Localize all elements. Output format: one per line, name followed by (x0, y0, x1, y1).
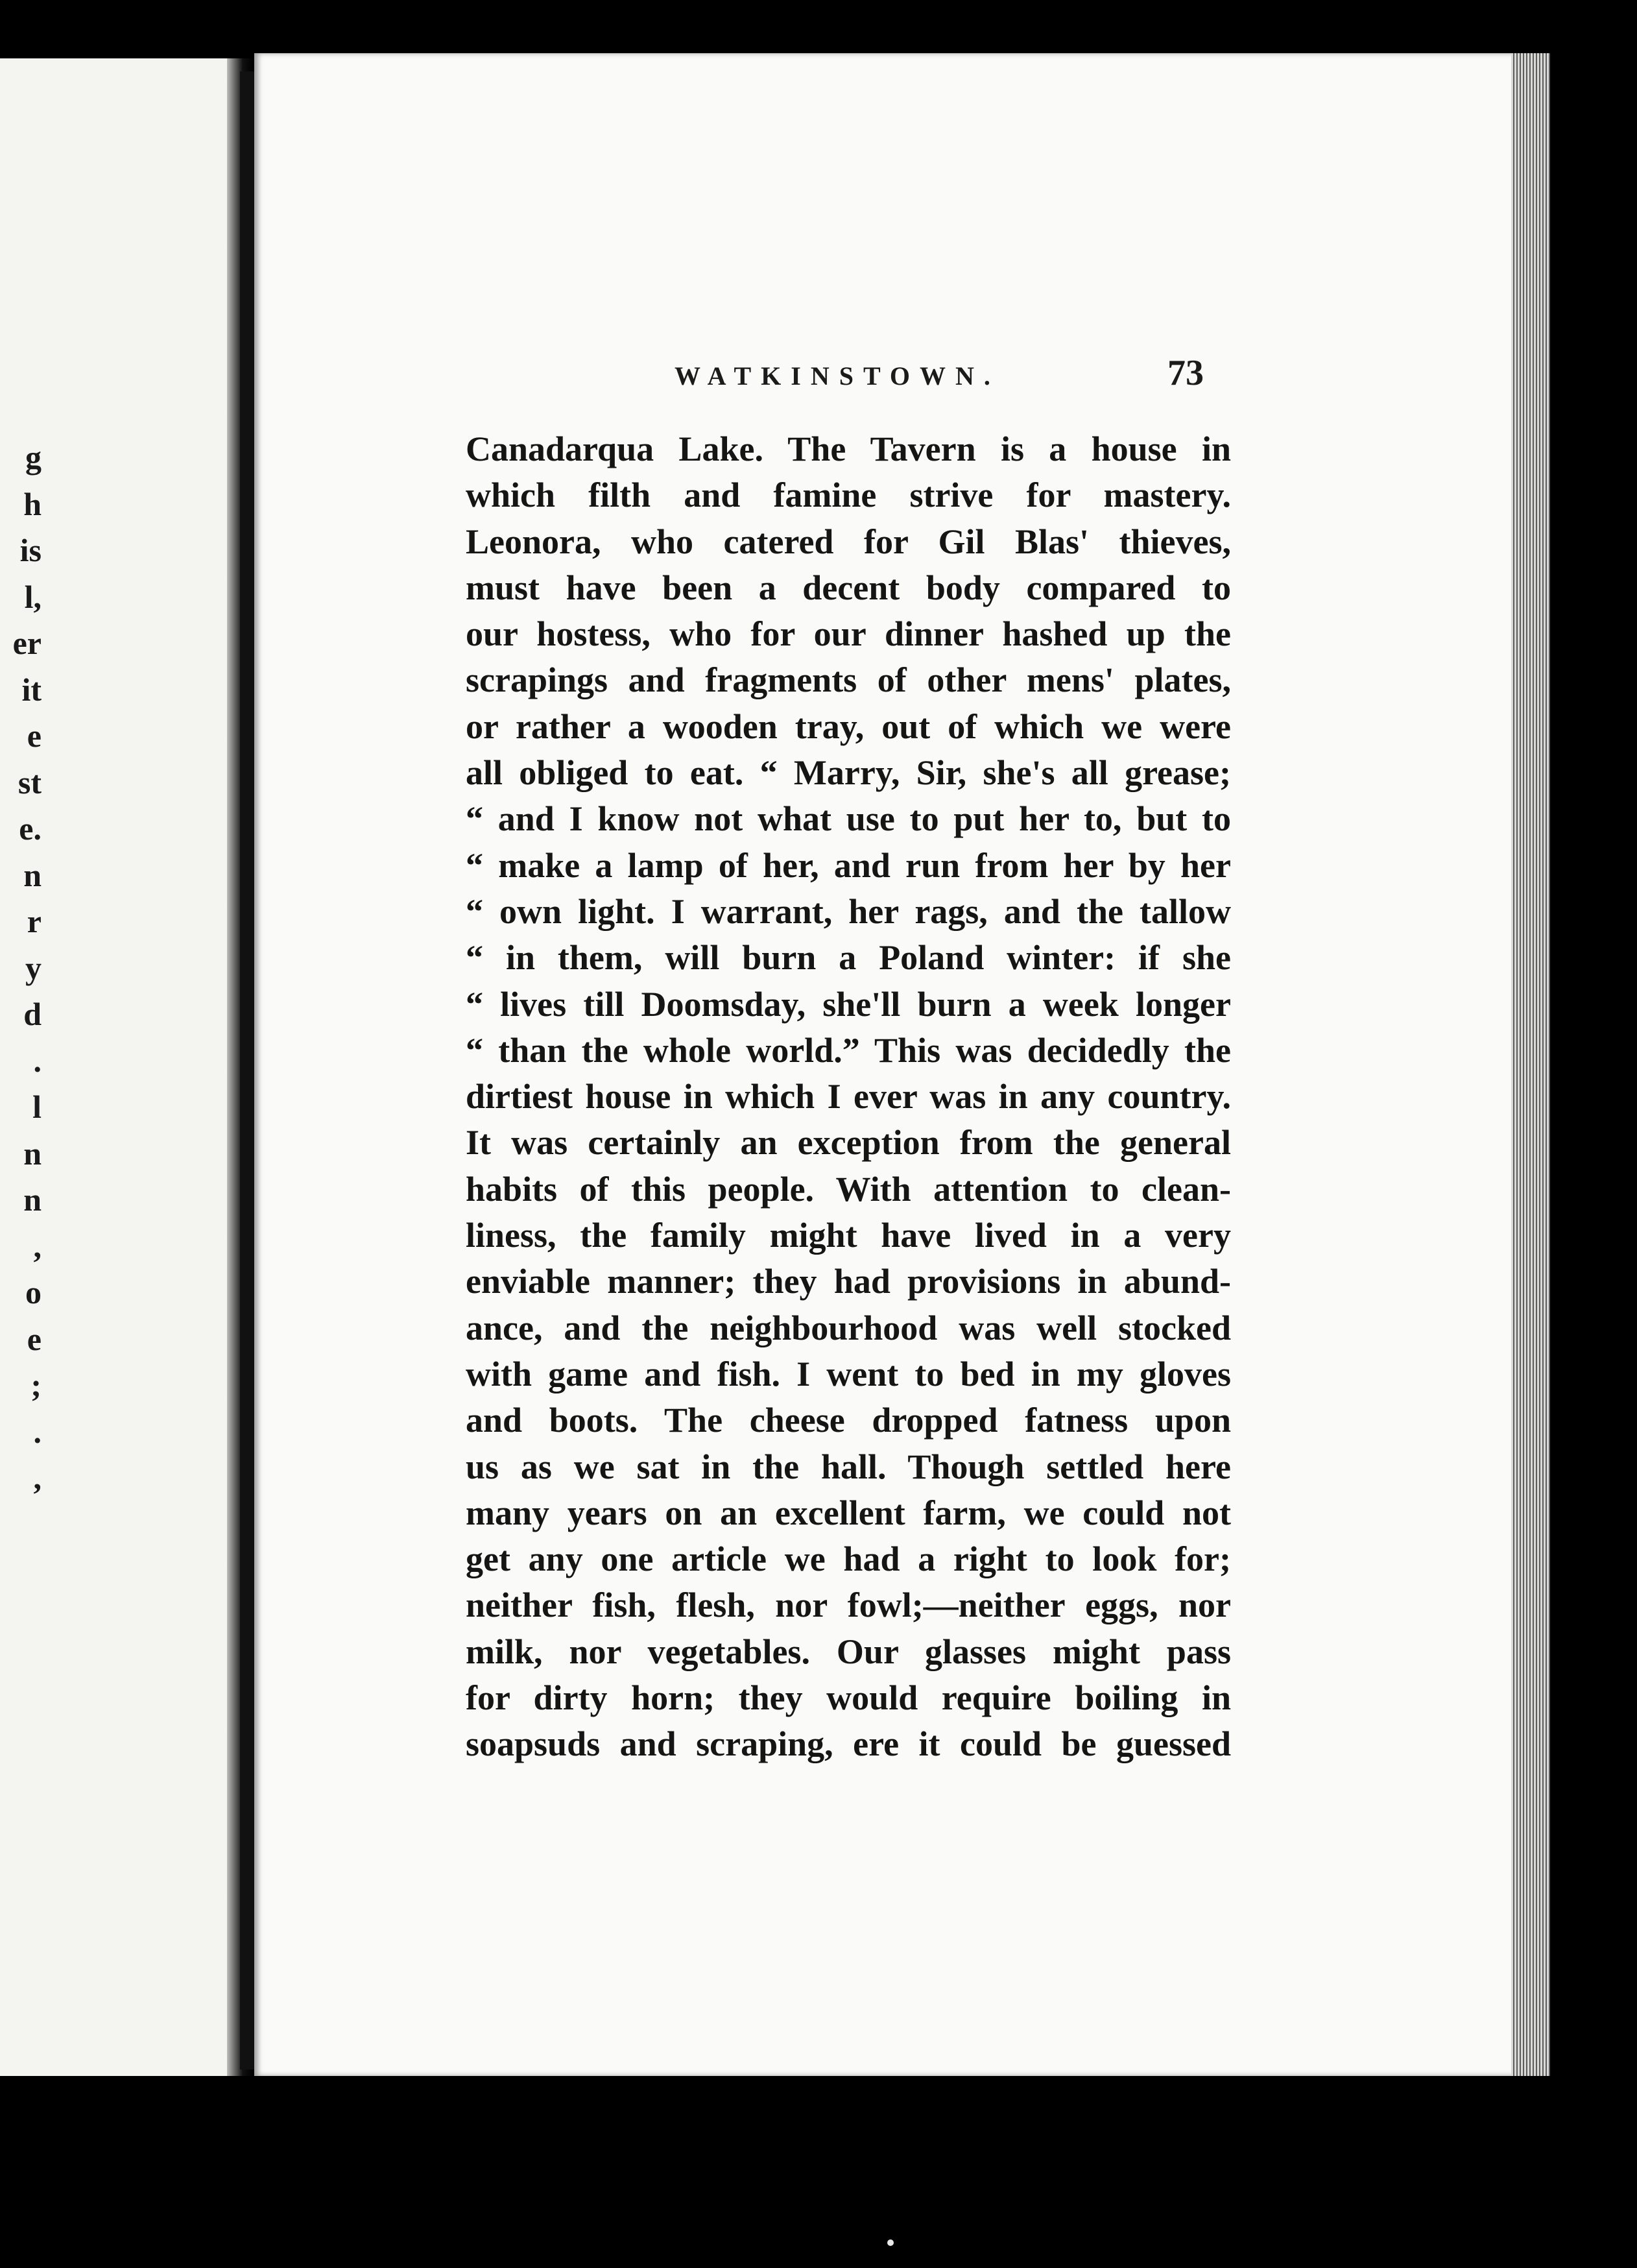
text-line: scrapings and fragments of other mens' plates, (466, 660, 1231, 700)
dust-speck (887, 2239, 894, 2246)
text-line: all obliged to eat. “ Marry, Sir, she's all grease; (466, 753, 1231, 793)
text-line: and boots. The cheese dropped fatness upon (466, 1401, 1231, 1440)
text-line: for dirty horn; they would require boiling in (466, 1678, 1231, 1718)
text-line: milk, nor vegetables. Our glasses might pass (466, 1632, 1231, 1671)
text-line: get any one article we had a right to look for; (466, 1539, 1231, 1579)
left-page-cropped-text (0, 435, 42, 1502)
text-line: habits of this people. With attention to clean- (466, 1169, 1231, 1209)
text-line: “ in them, will burn a Poland winter: if she (466, 938, 1231, 978)
left-fragment: e (27, 1320, 42, 1357)
book-gutter (240, 71, 256, 2069)
body-text (466, 426, 1231, 1768)
left-fragment: l (32, 1089, 42, 1125)
left-fragment: , (33, 1460, 42, 1496)
left-fragment: . (33, 1042, 42, 1079)
left-fragment: d (23, 996, 42, 1032)
text-line: with game and fish. I went to bed in my gloves (466, 1354, 1231, 1393)
text-line: dirtiest house in which I ever was in any country. (466, 1077, 1231, 1116)
text-line: “ lives till Doomsday, she'll burn a week longer (466, 984, 1231, 1024)
text-line: many years on an excellent farm, we could not (466, 1493, 1231, 1532)
text-line: “ and I know not what use to put her to, but to (466, 799, 1231, 839)
running-head: WATKINSTOWN. (675, 361, 1000, 391)
text-line: enviable manner; they had provisions in abund- (466, 1262, 1231, 1301)
text-line: soapsuds and scraping, ere it could be guessed (466, 1724, 1231, 1764)
text-line: or rather a wooden tray, out of which we were (466, 706, 1231, 746)
left-fragment: e (27, 718, 42, 754)
page-edge-stack (1511, 53, 1550, 2076)
text-line: ance, and the neighbourhood was well stocked (466, 1308, 1231, 1347)
text-line: must have been a decent body compared to (466, 568, 1231, 607)
left-fragment: o (25, 1274, 42, 1310)
text-line: liness, the family might have lived in a very (466, 1216, 1231, 1255)
left-fragment: n (23, 1135, 42, 1172)
text-line: It was certainly an exception from the general (466, 1123, 1231, 1163)
left-fragment: r (27, 903, 42, 939)
left-fragment: er (12, 625, 42, 661)
left-fragment: . (33, 1413, 42, 1450)
left-fragment: it (21, 671, 42, 708)
left-fragment: is (19, 532, 42, 568)
text-line: “ own light. I warrant, her rags, and the tallow (466, 891, 1231, 931)
text-line: “ than the whole world.” This was decidedly the (466, 1030, 1231, 1070)
text-line: which filth and famine strive for mastery. (466, 476, 1231, 515)
text-line: Canadarqua Lake. The Tavern is a house in (466, 429, 1231, 468)
left-fragment: y (25, 949, 42, 986)
text-line: us as we sat in the hall. Though settled here (466, 1447, 1231, 1486)
text-line: “ make a lamp of her, and run from her by her (466, 845, 1231, 885)
text-line: neither fish, flesh, nor fowl;—neither eggs, nor (466, 1586, 1231, 1625)
left-fragment: n (23, 1181, 42, 1218)
left-fragment: st (18, 764, 42, 801)
scan-background-bottom (0, 2076, 1637, 2268)
text-line: our hostess, who for our dinner hashed up the (466, 614, 1231, 654)
left-fragment: ; (30, 1367, 42, 1403)
left-fragment: l, (24, 578, 42, 615)
scan-background-right (1550, 53, 1637, 2076)
left-fragment: e. (19, 810, 42, 847)
left-fragment: n (23, 856, 42, 893)
text-line: Leonora, who catered for Gil Blas' thieves, (466, 522, 1231, 561)
left-fragment: g (25, 439, 42, 476)
left-fragment: h (23, 485, 42, 522)
left-fragment: , (33, 1227, 42, 1264)
page-number: 73 (1167, 353, 1204, 393)
